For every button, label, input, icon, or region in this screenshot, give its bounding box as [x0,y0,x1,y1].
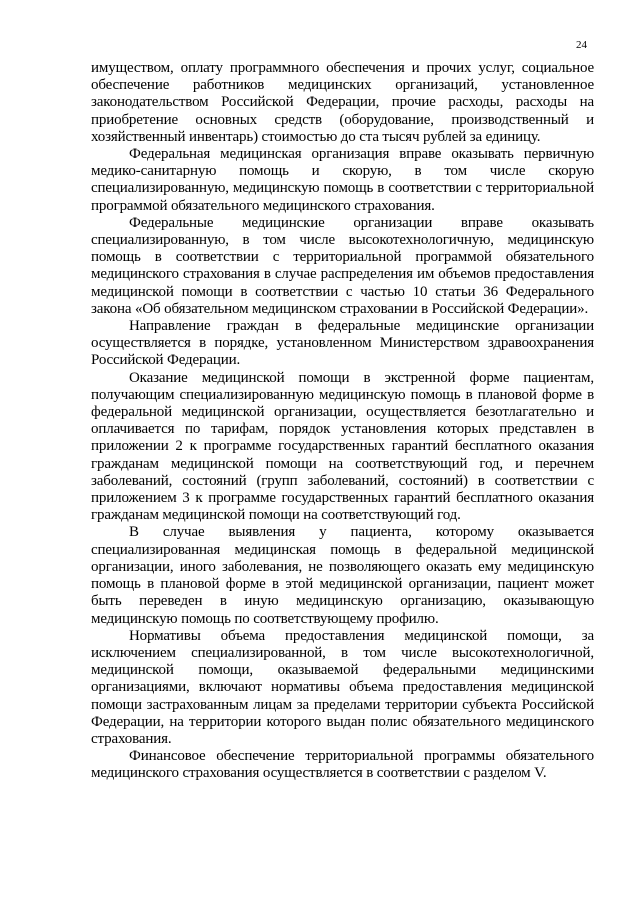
paragraph: Федеральные медицинские организации вправе оказывать специализированную, в том числе высокотехнологичную, медицинскую помощь в соответствии с территориальной программой обязательного медицинского страхования в случае распределения им объемов предоставления медицинской помощи в соответствии с частью 10 статьи 36 Федерального закона «Об обязательном медицинском страховании в Российской Федерации». [91,214,594,317]
paragraph: В случае выявления у пациента, которому оказывается специализированная медицинская помощь в федеральной медицинской организации, иного заболевания, не позволяющего оказать ему медицинскую помощь в плановой форме в этой медицинской организации, пациент может быть переведен в иную медицинскую организацию, оказывающую медицинскую помощь по соответствующему профилю. [91,524,594,627]
paragraph: Нормативы объема предоставления медицинской помощи, за исключением специализированной, в том числе высокотехнологичной, медицинской помощи, оказываемой федеральными медицинскими организациями, включают нормативы объема предоставления медицинской помощи застрахованным лицам за пределами территории субъекта Российской Федерации, на территории которого выдан полис обязательного медицинского страхования. [91,627,594,747]
paragraph: Направление граждан в федеральные медицинские организации осуществляется в порядке, установленном Министерством здравоохранения Российской Федерации. [91,318,594,369]
paragraph: Федеральная медицинская организация вправе оказывать первичную медико-санитарную помощь и скорую, в том числе скорую специализированную, медицинскую помощь в соответствии с территориальной программой обязательного медицинского страхования. [91,146,594,214]
paragraph: Оказание медицинской помощи в экстренной форме пациентам, получающим специализированную медицинскую помощь в плановой форме в федеральной медицинской организации, осуществляется безотлагательно и оплачивается по тарифам, порядок установления которых представлен в приложении 2 к программе государственных гарантий бесплатного оказания гражданам медицинской помощи на соответствующий год, и перечнем заболеваний, состояний (групп заболеваний, состояний) в соответствии с приложением 3 к программе государственных гарантий бесплатного оказания гражданам медицинской помощи на соответствующий год. [91,369,594,524]
page-number: 24 [576,39,587,51]
document-body [91,60,594,783]
paragraph-continuation: имуществом, оплату программного обеспечения и прочих услуг, социальное обеспечение работников медицинских организаций, установленное законодательством Российской Федерации, прочие расходы, расходы на приобретение основных средств (оборудование, производственный и хозяйственный инвентарь) стоимостью до ста тысяч рублей за единицу. [91,60,594,145]
paragraph: Финансовое обеспечение территориальной программы обязательного медицинского страхования осуществляется в соответствии с разделом V. [91,748,594,782]
